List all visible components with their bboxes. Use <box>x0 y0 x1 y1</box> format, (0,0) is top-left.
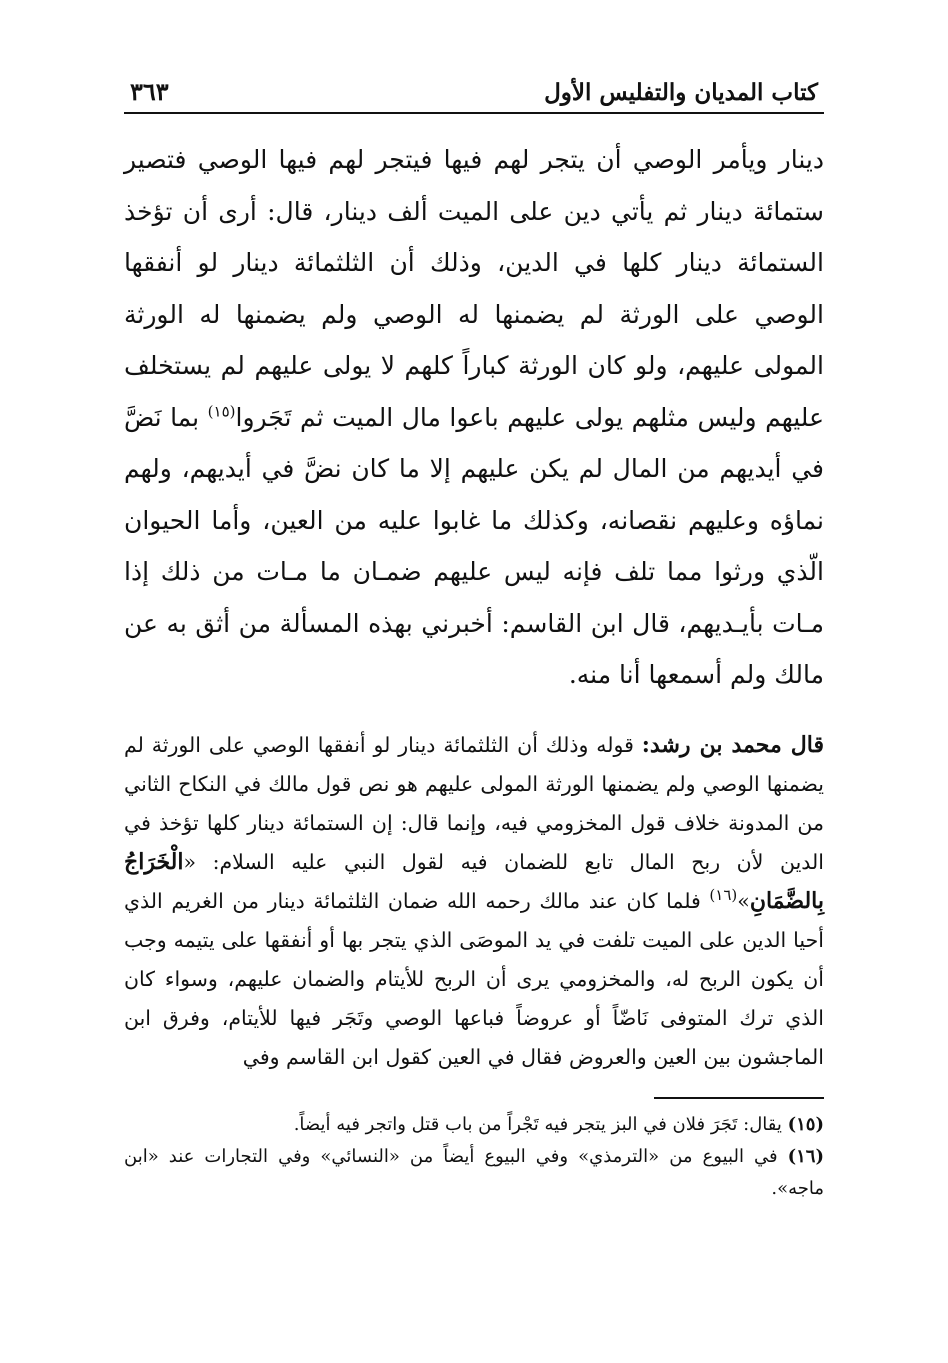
commentary-text-part-3: فلما كان عند مالك رحمه الله ضمان الثلثمائة دينار من الغريم الذي أحيا الدين على الميت تلفت في يد الموصَى الذي يتجر بها أو أنفقها على يتيمه وجب أن يكون الربح له، والمخزومي يرى أن الربح للأيتام والضمان عليهم، وسواء كان الذي ترك المتوفى نَاضّاً أو عروضاً فباعها الوصي وتَجَر فيها للأيتام، وفرق ابن الماجشون بين العين والعروض فقال في العين كقول ابن القاسم وفي <box>124 888 824 1069</box>
footnotes <box>124 1109 824 1205</box>
commentary-text-part-1: قوله وذلك أن الثلثمائة دينار لو أنفقها الوصي على الورثة لم يضمنها الوصي ولم يضمنها الورثة المولى عليهم هو نص قول مالك في النكاح الثاني من المدونة خلاف قول المخزومي فيه، وإنما قال: إن الستمائة دينار كلها تؤخذ في الدين لأن ربح المال تابع للضمان فيه لقول النبي عليه السلام: « <box>124 732 824 874</box>
footnote-ref-15[interactable]: (١٥) <box>207 402 236 421</box>
footnote-16 <box>124 1141 824 1205</box>
commentary-author: قال محمد بن رشد: <box>641 731 824 758</box>
commentary-text-part-2: » <box>737 888 750 913</box>
main-paragraph <box>124 134 824 701</box>
footnote-text: في البيوع من «الترمذي» وفي البيوع أيضاً من «النسائي» وفي التجارات عند «ابن ماجه». <box>124 1146 824 1199</box>
footnote-number: (١٦) <box>787 1146 824 1167</box>
page-number: ٣٦٣ <box>130 77 169 106</box>
hadith-quote: الْخَرَاجُ بِالضَّمَانِ <box>124 848 824 914</box>
footnote-15 <box>124 1109 824 1141</box>
footnote-ref-16[interactable]: (١٦) <box>709 885 738 904</box>
footnote-number: (١٥) <box>787 1114 824 1135</box>
footnote-text: يقال: تَجَرَ فلان في البز يتجر فيه تَجْراً من باب قتل واتجر فيه أيضاً. <box>293 1114 788 1135</box>
footnote-divider <box>654 1097 824 1099</box>
book-page <box>124 78 824 1205</box>
page-header <box>124 78 824 114</box>
main-text-part-1: دينار ويأمر الوصي أن يتجر لهم فيها فيتجر لهم فيها الوصي فتصير ستمائة دينار ثم يأتي دين على الميت ألف دينار، قال: أرى أن تؤخذ الستمائة دينار كلها في الدين، وذلك أن الثلثمائة دينار لو أنفقها الوصي على الورثة لم يضمنها له الوصي ولم يضمنها له الورثة المولى عليهم، ولو كان الورثة كباراً كلهم لا يولى عليهم لم يستخلف عليهم وليس مثلهم يولى عليهم باعوا مال الميت ثم تَجَروا <box>124 145 825 432</box>
commentary-paragraph <box>124 726 824 1077</box>
running-title: كتاب المديان والتفليس الأول <box>544 79 818 106</box>
main-text-part-2: بما نَضَّ في أيديهم من المال لم يكن عليهم إلا ما كان نضَّ في أيديهم، ولهم نماؤه وعليهم نقصانه، وكذلك ما غابوا عليه من العين، وأما الحيوان الّذي ورثوا مما تلف فإنه ليس عليهم ضمـان ما مـات من ذلك إذا مـات بأيـديهم، قال ابن القاسم: أخبرني بهذه المسألة من أثق به عن مالك ولم أسمعها أنا منه. <box>124 402 824 689</box>
